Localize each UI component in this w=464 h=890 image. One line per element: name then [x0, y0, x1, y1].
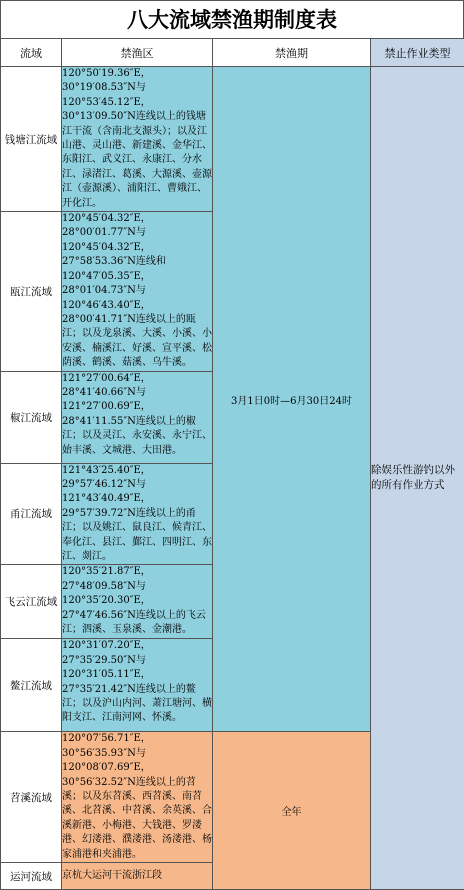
- basin-cell: 椒江流域: [1, 371, 62, 463]
- basin-cell: 苕溪流域: [1, 732, 62, 863]
- basin-cell: 运河流域: [1, 863, 62, 890]
- header-zone: 禁渔区: [62, 39, 213, 67]
- header-basin: 流域: [1, 39, 62, 67]
- zone-cell: 121°43′25.40″E，29°57′46.12″N与121°43′40.49″E，29°57′39.72″N连线以上的甬江；以及姚江、鼠良江、候青江、奉化江、县江、鄞江、四明江、东江、剡江。: [62, 463, 213, 565]
- zone-cell: 120°35′21.87″E，27°48′09.58″N与120°35′20.30″E，27°47′46.56″N连线以上的飞云江；泗溪、玉泉溪、金潮港。: [62, 565, 213, 639]
- zone-cell: 120°45′04.32″E，28°00′01.77″N与120°45′04.32″E，27°58′53.36″N连线和120°47′05.35″E，28°01′04.73″N与120°46′43.40″E，28°00′41.71″N连线以上的瓯江；以及龙泉溪、大溪、小溪、小安溪、楠溪江、好溪、宣平溪、松荫溪、鹤溪、菇溪、乌牛溪。: [62, 212, 213, 371]
- table-row: [1, 67, 464, 212]
- basin-cell: 钱塘江流域: [1, 67, 62, 212]
- header-row: [1, 39, 464, 67]
- page-title: 八大流域禁渔期制度表: [0, 0, 464, 38]
- zone-cell: 120°50′19.36″E，30°19′08.53″N与120°53′45.12″E，30°13′09.50″N连线以上的钱塘江干流（含南北支源头）；以及江山港、灵山港、新建溪、金华江、东阳江、武义江、永康江、分水江、渌渚江、葛溪、大源溪、壶源江（壶源溪）、浦阳江、曹娥江、开化江。: [62, 67, 213, 212]
- basin-cell: 飞云江流域: [1, 565, 62, 639]
- basin-cell: 鳌江流域: [1, 639, 62, 732]
- zone-cell: 120°31′07.20″E，27°35′29.50″N与120°31′05.11″E，27°35′21.42″N连线以上的鳌江；以及沪山内河、萧江塘河、横阳支江、江南河网、怀溪。: [62, 639, 213, 732]
- header-period: 禁渔期: [213, 39, 371, 67]
- period-cell-year-round: 全年: [213, 732, 371, 890]
- zone-cell: 京杭大运河干流浙江段: [62, 863, 213, 890]
- fishing-ban-table: [0, 38, 464, 890]
- header-ban-type: 禁止作业类型: [371, 39, 464, 67]
- basin-cell: 瓯江流域: [1, 212, 62, 371]
- ban-type-cell: 除娱乐性游钓以外的所有作业方式: [371, 67, 464, 890]
- period-cell-main: 3月1日0时—6月30日24时: [213, 67, 371, 732]
- zone-cell: 121°27′00.64″E，28°41′40.66″N与121°27′00.69″E，28°41′11.55″N连线以上的椒江；以及灵江、永安溪、永宁江、始丰溪、文城港、大田港。: [62, 371, 213, 463]
- zone-cell: 120°07′56.71″E，30°56′35.93″N与120°08′07.69″E，30°56′32.52″N连线以上的苕溪；以及东苕溪、西苕溪、南苕溪、北苕溪、中苕溪、余英溪、合溪新港、小梅港、大钱港、罗溇港、幻溇港、濮溇港、汤溇港、杨家浦港和夹浦港。: [62, 732, 213, 863]
- basin-cell: 甬江流域: [1, 463, 62, 565]
